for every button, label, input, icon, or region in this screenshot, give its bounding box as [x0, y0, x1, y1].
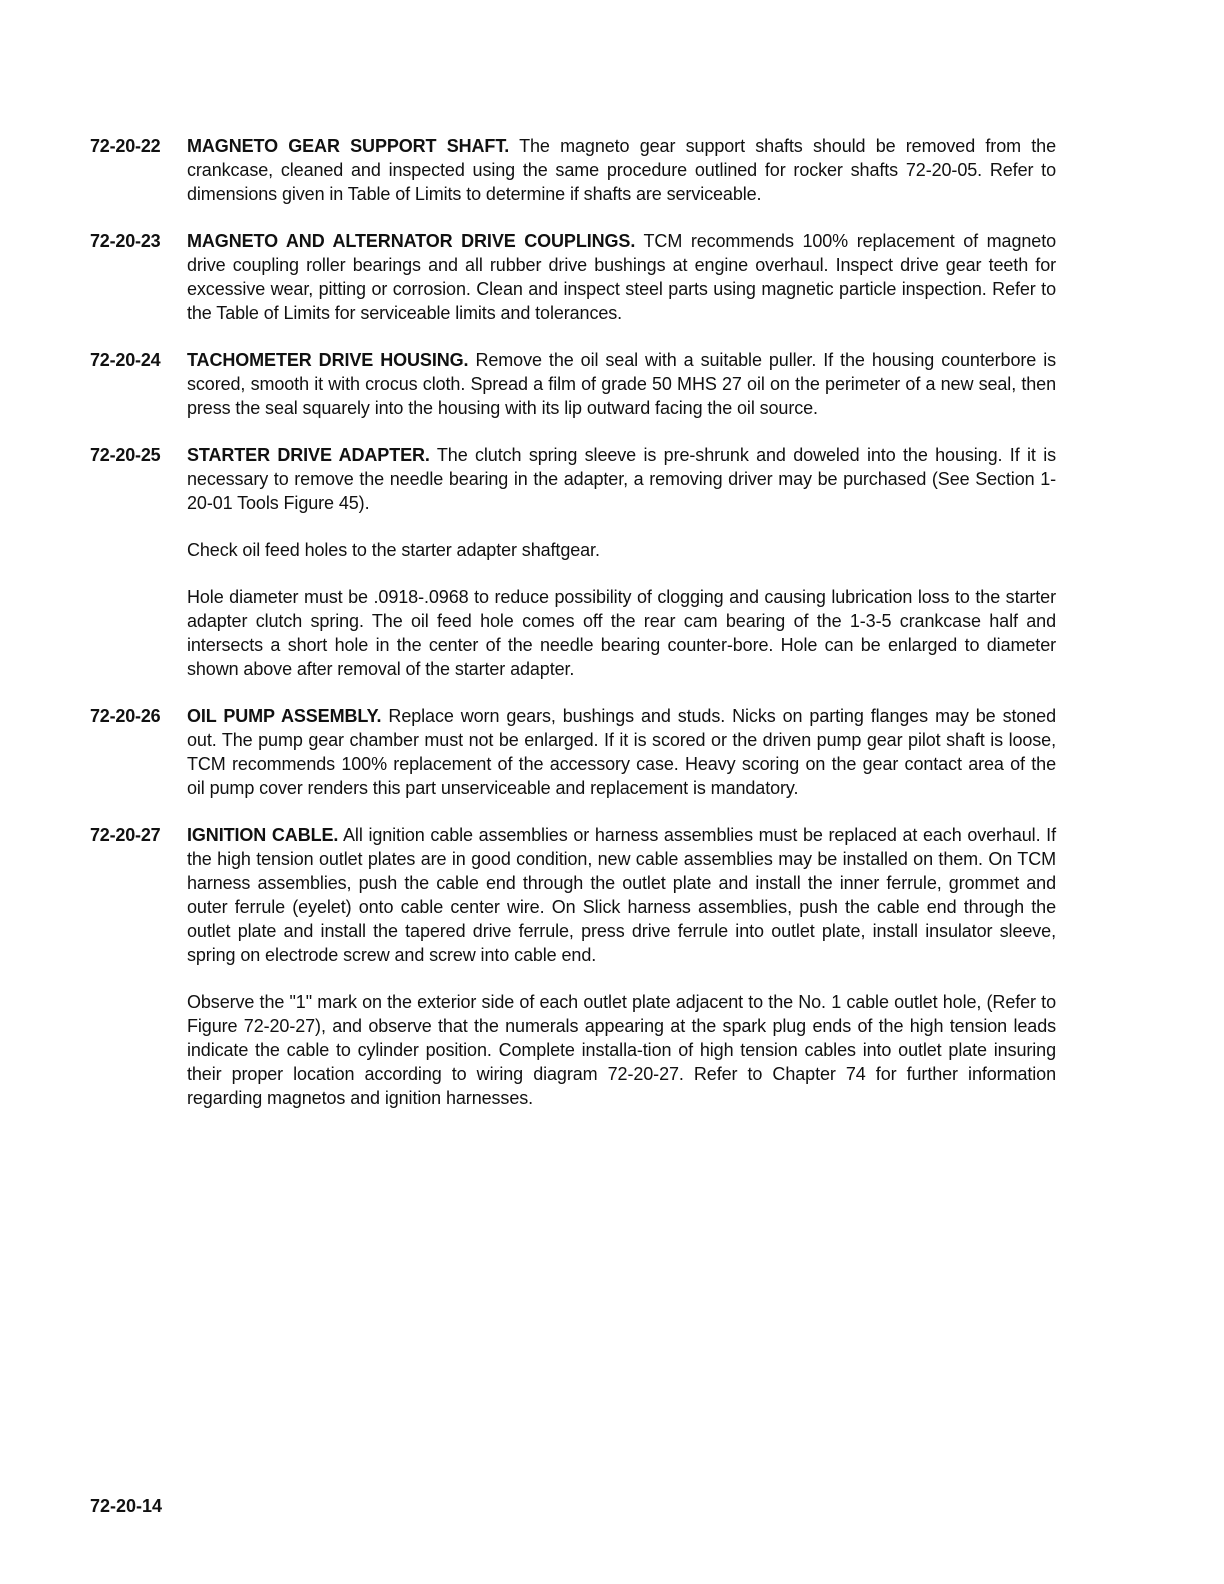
section-72-20-27: [90, 823, 1056, 1110]
section-number: 72-20-25: [90, 445, 161, 465]
paragraph-text: The magneto gear support shafts should be removed from the crankcase, cleaned and inspected using the same procedure outlined for rocker shafts 72-20-05. Refer to dimensions given in Table of Limits to determine if shafts are serviceable.: [187, 136, 1057, 204]
section-paragraph: [187, 443, 1056, 515]
section-title: OIL PUMP ASSEMBLY.: [187, 706, 382, 726]
section-title: IGNITION CABLE.: [187, 825, 339, 845]
section-title: MAGNETO GEAR SUPPORT SHAFT.: [187, 136, 510, 156]
section-number: 72-20-26: [90, 706, 161, 726]
section-paragraph: [187, 348, 1056, 420]
section-number: 72-20-22: [90, 136, 161, 156]
section-number: 72-20-23: [90, 231, 161, 251]
section-paragraph: [187, 229, 1056, 325]
section-72-20-22: [90, 134, 1056, 206]
paragraph-text: TCM recommends 100% replacement of magneto drive coupling roller bearings and all rubber drive bushings at engine overhaul. Inspect drive gear teeth for excessive wear, pitting or corrosion. Clean and inspect steel parts using magnetic particle inspection. Refer to the Table of Limits for serviceable limits and tolerances.: [187, 231, 1057, 323]
section-number: 72-20-27: [90, 825, 161, 845]
section-paragraph: [187, 704, 1056, 800]
document-body: [90, 134, 1056, 1133]
section-title: TACHOMETER DRIVE HOUSING.: [187, 350, 469, 370]
page-number: 72-20-14: [90, 1496, 163, 1516]
paragraph-text: Remove the oil seal with a suitable puller. If the housing counterbore is scored, smooth it with crocus cloth. Spread a film of grade 50 MHS 27 oil on the perimeter of a new seal, then press the seal squarely into the housing with its lip outward facing the oil source.: [187, 350, 1056, 418]
section-paragraph: [187, 823, 1056, 967]
section-paragraph: [187, 134, 1056, 206]
paragraph-text: All ignition cable assemblies or harness assemblies must be replaced at each overhaul. If the high tension outlet plates are in good condition, new cable assemblies may be installed on them. On TCM harness assemblies, push the cable end through the outlet plate and install the inner ferrule, grommet and outer ferrule (eyelet) onto cable center wire. On Slick harness assemblies, push the cable end through the outlet plate and install the tapered drive ferrule, press drive ferrule into outlet plate, install insulator sleeve, spring on electrode screw and screw into cable end.: [187, 825, 1056, 965]
section-72-20-26: [90, 704, 1056, 800]
section-72-20-25: [90, 443, 1056, 681]
section-paragraph: Check oil feed holes to the starter adapter shaftgear.: [187, 540, 600, 560]
section-72-20-23: [90, 229, 1056, 325]
section-paragraph: Observe the "1" mark on the exterior side of each outlet plate adjacent to the No. 1 cable outlet hole, (Refer to Figure 72-20-27), and observe that the numerals appearing at the spark plug ends of the high tension leads indicate the cable to cylinder position. Complete installa-tion of high tension cables into outlet plate insuring their proper location according to wiring diagram 72-20-27. Refer to Chapter 74 for further information regarding magnetos and ignition harnesses.: [187, 992, 1056, 1108]
paragraph-text: Replace worn gears, bushings and studs. Nicks on parting flanges may be stoned out. The pump gear chamber must not be enlarged. If it is scored or the driven pump gear pilot shaft is loose, TCM recommends 100% replacement of the accessory case. Heavy scoring on the gear contact area of the oil pump cover renders this part unserviceable and replacement is mandatory.: [187, 706, 1057, 798]
section-number: 72-20-24: [90, 350, 161, 370]
section-title: STARTER DRIVE ADAPTER.: [187, 445, 430, 465]
section-72-20-24: [90, 348, 1056, 420]
paragraph-text: The clutch spring sleeve is pre-shrunk and doweled into the housing. If it is necessary to remove the needle bearing in the adapter, a removing driver may be purchased (See Section 1-20-01 Tools Figure 45).: [187, 445, 1056, 513]
section-paragraph: Hole diameter must be .0918-.0968 to reduce possibility of clogging and causing lubrication loss to the starter adapter clutch spring. The oil feed hole comes off the rear cam bearing of the 1-3-5 crankcase half and intersects a short hole in the center of the needle bearing counter-bore. Hole can be enlarged to diameter shown above after removal of the starter adapter.: [187, 587, 1056, 679]
section-title: MAGNETO AND ALTERNATOR DRIVE COUPLINGS.: [187, 231, 636, 251]
